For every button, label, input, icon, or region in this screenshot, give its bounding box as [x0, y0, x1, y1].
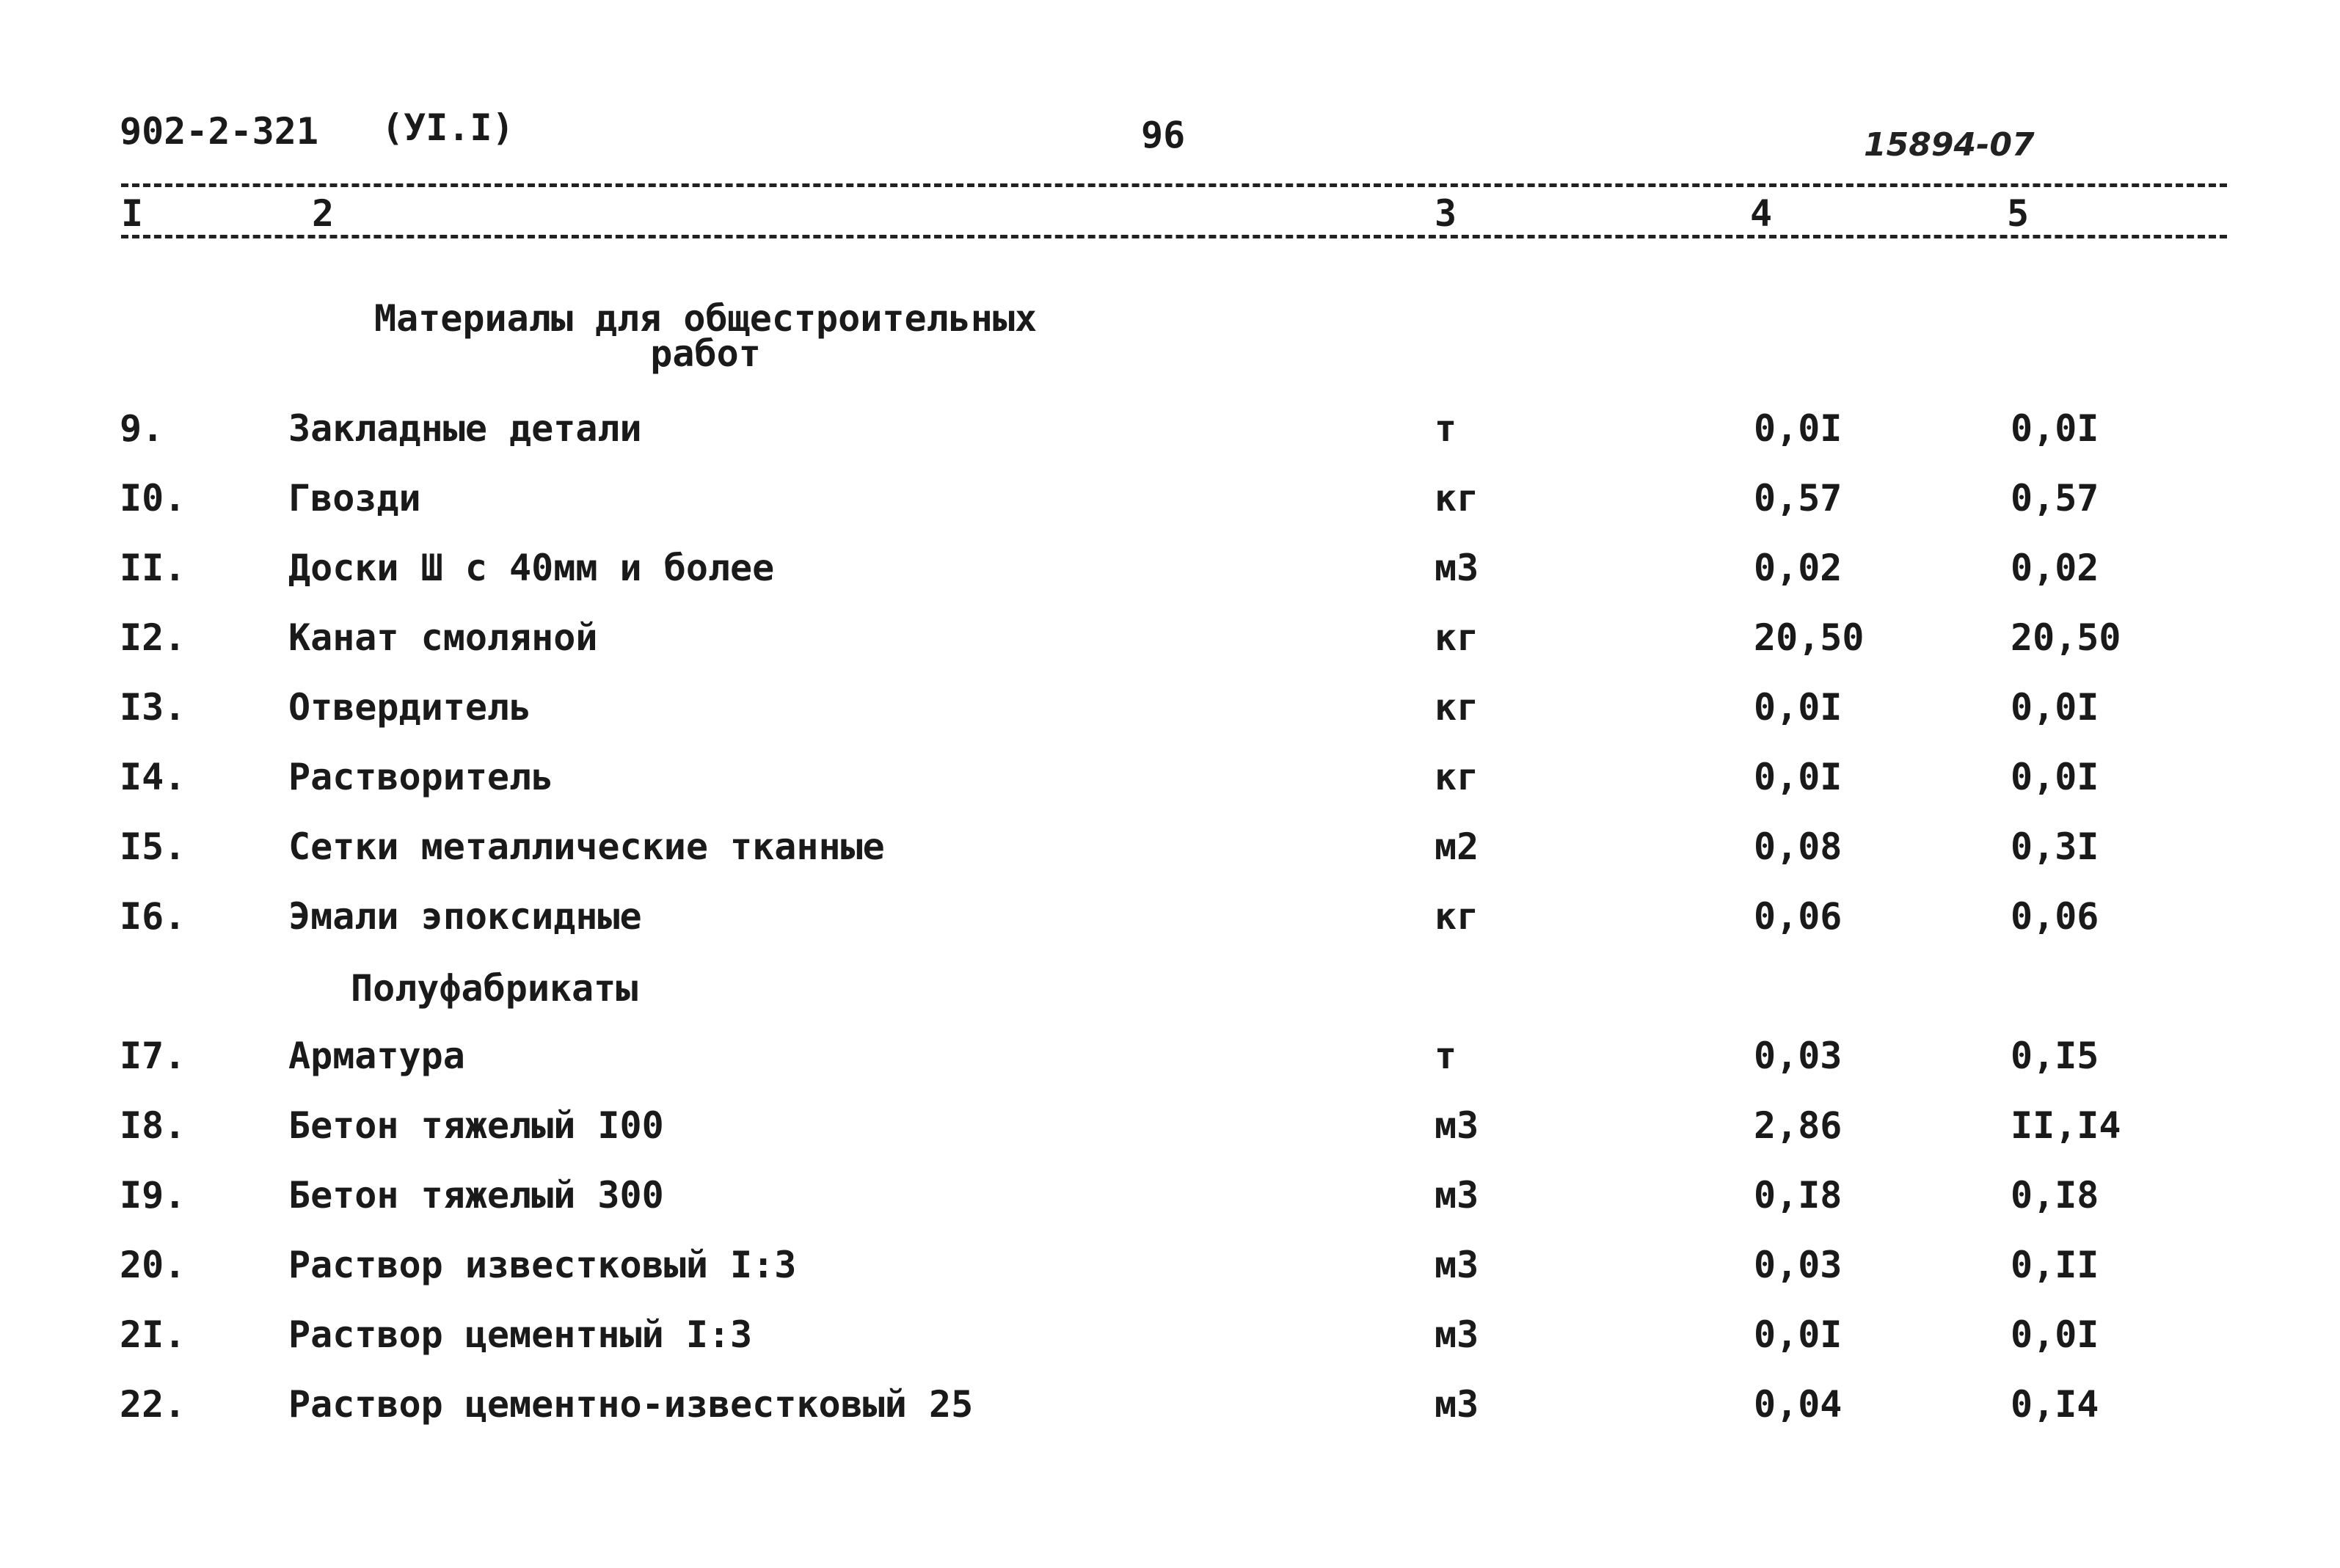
table-row [0, 686, 2340, 730]
column-number-2: 2 [312, 192, 335, 235]
row-number: I8. [120, 1104, 186, 1147]
unit: м3 [1435, 1104, 1479, 1147]
unit: т [1435, 407, 1457, 450]
row-number: I0. [120, 477, 186, 519]
row-number: I2. [120, 616, 186, 659]
quantity-col5: 20,50 [2011, 616, 2121, 659]
material-name: Эмали эпоксидные [288, 895, 642, 938]
unit: м3 [1435, 1174, 1479, 1217]
row-number: II. [120, 547, 186, 589]
table-row [0, 616, 2340, 660]
row-number: 2I. [120, 1313, 186, 1356]
quantity-col4: 0,0I [1754, 756, 1843, 798]
material-name: Раствор известковый I:3 [288, 1244, 797, 1286]
unit: кг [1435, 895, 1479, 938]
quantity-col4: 0,57 [1754, 477, 1843, 519]
quantity-col5: 0,06 [2011, 895, 2099, 938]
material-name: Раствор цементный I:3 [288, 1313, 753, 1356]
quantity-col5: 0,I4 [2011, 1383, 2099, 1426]
material-name: Гвозди [288, 477, 421, 519]
unit: м2 [1435, 825, 1479, 868]
section-heading-materials: Материалы для общестроительных работ [374, 297, 1038, 375]
column-number-4: 4 [1750, 192, 1773, 235]
quantity-col4: 0,0I [1754, 407, 1843, 450]
table-row [0, 825, 2340, 869]
table-row [0, 895, 2340, 939]
unit: кг [1435, 477, 1479, 519]
material-name: Канат смоляной [288, 616, 598, 659]
material-name: Доски Ш с 40мм и более [288, 547, 775, 589]
row-number: I3. [120, 686, 186, 729]
row-number: I9. [120, 1174, 186, 1217]
quantity-col5: II,I4 [2011, 1104, 2121, 1147]
quantity-col5: 0,02 [2011, 547, 2099, 589]
quantity-col4: 20,50 [1754, 616, 1865, 659]
quantity-col5: 0,0I [2011, 1313, 2099, 1356]
quantity-col4: 0,03 [1754, 1035, 1843, 1077]
quantity-col5: 0,3I [2011, 825, 2099, 868]
material-name: Раствор цементно-известковый 25 [288, 1383, 974, 1426]
table-row [0, 477, 2340, 521]
unit: м3 [1435, 1244, 1479, 1286]
material-name: Закладные детали [288, 407, 642, 450]
quantity-col4: 0,0I [1754, 686, 1843, 729]
quantity-col5: 0,0I [2011, 686, 2099, 729]
quantity-col4: 0,I8 [1754, 1174, 1843, 1217]
quantity-col5: 0,I8 [2011, 1174, 2099, 1217]
material-name: Арматура [288, 1035, 465, 1077]
row-number: I7. [120, 1035, 186, 1077]
column-number-1: I [121, 192, 144, 235]
quantity-col5: 0,0I [2011, 407, 2099, 450]
quantity-col4: 0,06 [1754, 895, 1843, 938]
header-bottom-rule [121, 235, 2227, 238]
table-row [0, 1313, 2340, 1357]
row-number: I4. [120, 756, 186, 798]
page-number: 96 [1141, 114, 1186, 156]
handwritten-number: 15894-07 [1864, 126, 2035, 164]
document-code: 902-2-321 [120, 110, 318, 153]
material-name: Сетки металлические тканные [288, 825, 885, 868]
material-name: Растворитель [288, 756, 554, 798]
table-row [0, 756, 2340, 800]
table-row [0, 1035, 2340, 1079]
quantity-col5: 0,I5 [2011, 1035, 2099, 1077]
row-number: I6. [120, 895, 186, 938]
unit: кг [1435, 686, 1479, 729]
table-row [0, 1244, 2340, 1288]
unit: м3 [1435, 1313, 1479, 1356]
quantity-col5: 0,II [2011, 1244, 2099, 1286]
document-section: (УI.I) [382, 106, 514, 149]
row-number: 9. [120, 407, 164, 450]
header-top-rule [121, 183, 2227, 187]
table-row [0, 1174, 2340, 1218]
table-row [0, 1104, 2340, 1148]
table-row [0, 407, 2340, 451]
unit: т [1435, 1035, 1457, 1077]
unit: кг [1435, 616, 1479, 659]
quantity-col5: 0,57 [2011, 477, 2099, 519]
unit: м3 [1435, 1383, 1479, 1426]
section-heading-semi-products: Полуфабрикаты [351, 967, 638, 1010]
column-number-5: 5 [2007, 192, 2030, 235]
row-number: 22. [120, 1383, 186, 1426]
quantity-col4: 0,04 [1754, 1383, 1843, 1426]
quantity-col4: 0,08 [1754, 825, 1843, 868]
material-name: Бетон тяжелый 300 [288, 1174, 664, 1217]
material-name: Бетон тяжелый I00 [288, 1104, 664, 1147]
column-number-3: 3 [1435, 192, 1457, 235]
unit: кг [1435, 756, 1479, 798]
quantity-col4: 0,03 [1754, 1244, 1843, 1286]
unit: м3 [1435, 547, 1479, 589]
row-number: 20. [120, 1244, 186, 1286]
material-name: Отвердитель [288, 686, 532, 729]
quantity-col4: 0,0I [1754, 1313, 1843, 1356]
table-row [0, 1383, 2340, 1427]
quantity-col4: 2,86 [1754, 1104, 1843, 1147]
row-number: I5. [120, 825, 186, 868]
table-row [0, 547, 2340, 591]
quantity-col4: 0,02 [1754, 547, 1843, 589]
quantity-col5: 0,0I [2011, 756, 2099, 798]
